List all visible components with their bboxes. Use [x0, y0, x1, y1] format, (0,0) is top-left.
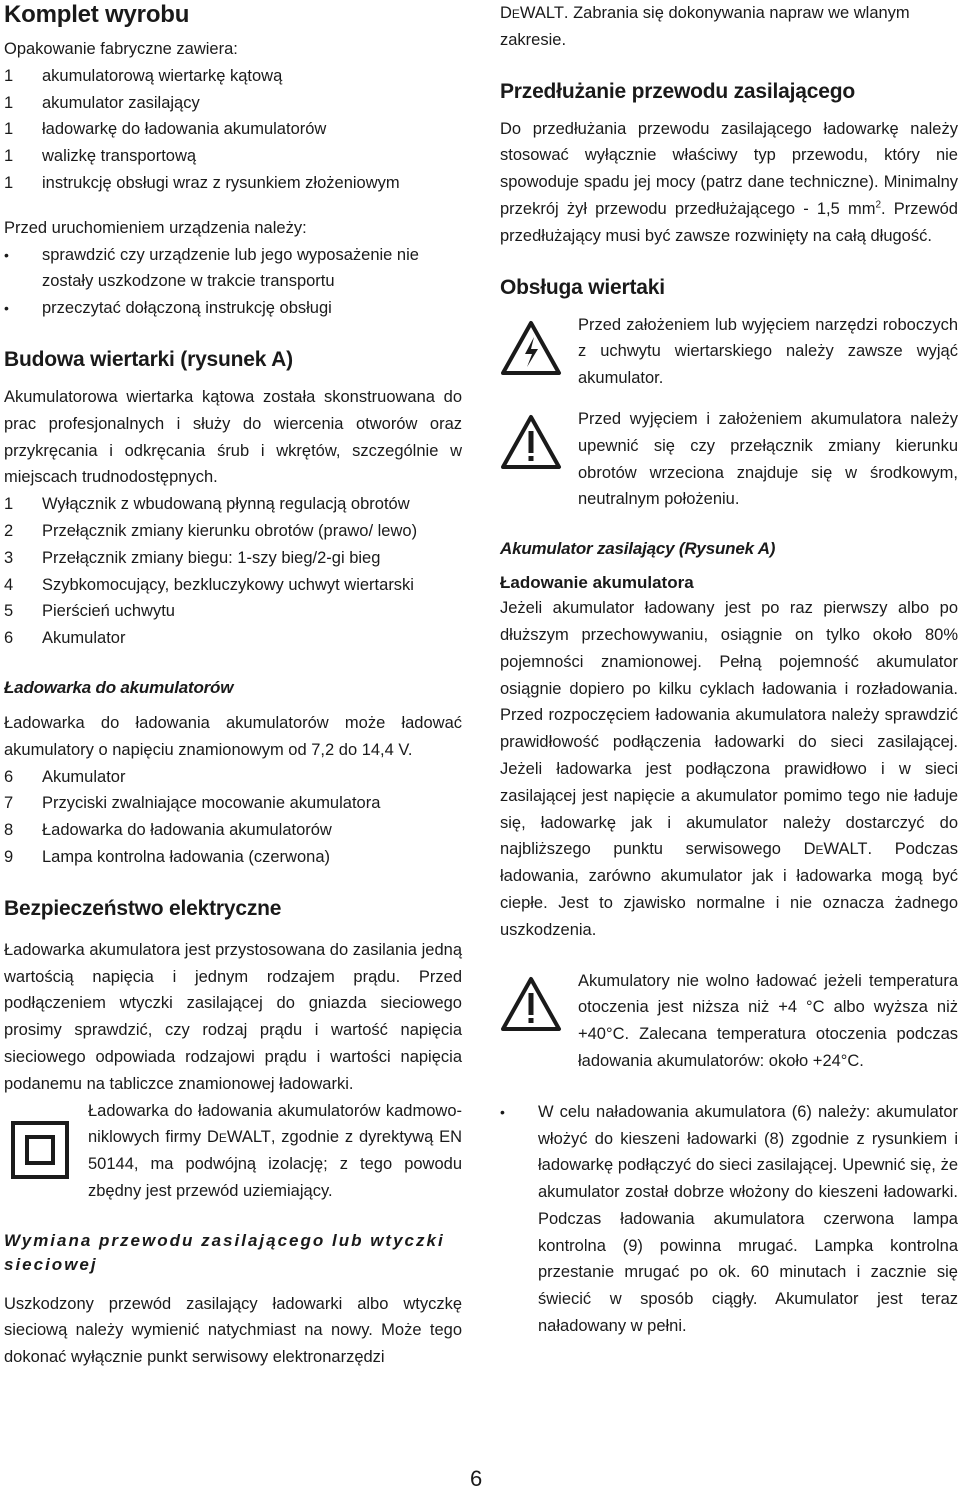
warning-block-battery [500, 406, 958, 513]
wymiana-body: Uszkodzony przewód zasilający ładowarki albo wtyczkę sieciową należy wymienić natychmiast na nowy. Może tego dokonać wyłącznie punkt serwisowy elektronarzędzi [4, 1294, 462, 1367]
warning-text-temperature: Akumulatory nie wolno ładować jeżeli temperatura otoczenia jest niższa niż +4 °C albo wyższa niż +40°C. Zalecana temperatura otoczenia podczas ładowania akumulatorów: około +24°C. [578, 971, 958, 1070]
list-item: 1 akumulator zasilający [4, 93, 200, 112]
general-warning-icon [500, 968, 578, 1037]
ladowarka-list [4, 764, 462, 871]
warning-block-temperature [500, 968, 958, 1075]
budowa-list [4, 491, 462, 652]
ladowanie-body: Jeżeli akumulator ładowany jest po raz pierwszy albo po dłuższym przechowywaniu, osiągnie on tylko około 80% pojemności znamionowej. Pełną pojemność akumulator osiągnie dopiero po kilku cyklach ładowania i rozładowania. Przed rozpoczęciem ładowania akumulatora należy sprawdzić prawidłowość podłączenia ładowarki do sieci zasilającej. Jeżeli ładowarka jest podłączona prawidłowo i w sieci zasilającej jest napięcie a akumulator pomimo tego nie ładuje się, ładowarkę jak i akumulator należy dostarczyć do najbliższego punktu serwisowego DeWALT. Podczas ładowania, zarówno akumulator jak i ładowarka mogą być ciepłe. Jest to zjawisko normalne i nie oznacza żadnego uszkodzenia. [500, 599, 958, 939]
bullet-item: • W celu naładowania akumulatora (6) należy: akumulator włożyć do kieszeni ładowarki (8) zgodnie z rysunkiem i ładowarkę podłączyć do sieci zasilającej. Upewnić się, że akumulator został dobrze włożony do kieszeni ładowarki. Podczas ładowania akumulatora czerwona lampa kontrolna (9) powinna mrugać. Lampka kontrolna przestanie mrugać po ok. 60 minutach i zacznie się świecić w sposób ciągły. Akumulator jest teraz naładowany w pełni. [500, 1102, 958, 1336]
list-item: 2 Przełącznik zmiany kierunku obrotów (prawo/ lewo) [4, 521, 418, 540]
komplet-intro: Opakowanie fabryczne zawiera: [4, 40, 238, 58]
section-title-budowa: Budowa wiertarki (rysunek A) [4, 347, 293, 371]
double-insulation-icon [4, 1098, 88, 1185]
budowa-body: Akumulatorowa wiertarka kątowa została skonstruowana do prac profesjonalnych i służy do wiercenia otworów oraz przykręcania i odkręcania śrub i wkrętów, szczególnie w miejscach trudnodostępnych. [4, 387, 462, 487]
bezpieczenstwo-body: Ładowarka akumulatora jest przystosowana do zasilania jedną wartością napięcia i jednym rodzajem prądu. Przed podłączeniem wtyczki zasilającej do gniazda sieciowego prosimy sprawdzić, czy rodzaj prądu i wartość napięcia sieciowego odpowiada rodzajowi prądu i wartości napięcia podanemu na tabliczce znamionowej ładowarki. [4, 940, 462, 1093]
section-title-przedluzanie: Przedłużanie przewodu zasilającego [500, 79, 855, 103]
section-title-wymiana: Wymiana przewodu zasilającego lub wtyczki sieciowej [4, 1230, 445, 1274]
right-column [500, 0, 958, 1340]
list-item: 1 ładowarkę do ładowania akumulatorów [4, 120, 327, 139]
list-item: 7 Przyciski zwalniające mocowanie akumulatora [4, 794, 381, 813]
general-warning-icon [500, 406, 578, 475]
subtitle-ladowanie: Ładowanie akumulatora [500, 573, 694, 593]
warning-block-tools [500, 312, 958, 392]
electric-shock-warning-icon [500, 312, 578, 381]
double-insulation-note [4, 1098, 462, 1205]
section-title-ladowarka: Ładowarka do akumulatorów [4, 677, 234, 697]
list-item: 1 Wyłącznik z wbudowaną płynną regulacją obrotów [4, 495, 410, 514]
list-item: 3 Przełącznik zmiany biegu: 1-szy bieg/2-gi bieg [4, 548, 381, 567]
list-item: 1 instrukcję obsługi wraz z rysunkiem złożeniowym [4, 173, 400, 192]
komplet-list [4, 63, 462, 197]
bullet-item: • przeczytać dołączoną instrukcję obsługi [4, 299, 332, 318]
bullet-item: • sprawdzić czy urządzenie lub jego wyposażenie nie zostały uszkodzone w trakcie transportu [4, 245, 419, 291]
section-title-obsluga: Obsługa wiertaki [500, 275, 665, 299]
double-insulation-text: Ładowarka do ładowania akumulatorów kadmowo-niklowych firmy DeWALT, zgodnie z dyrektywą EN 50144, ma podwójną izolację; z tego powodu zbędny jest przewód uziemiający. [88, 1101, 463, 1200]
before-start-text: Przed uruchomieniem urządzenia należy: [4, 218, 307, 237]
warning-text-tools: Przed założeniem lub wyjęciem narzędzi roboczych z uchwytu wiertarskiego należy zawsze wyjąć akumulator. [578, 315, 958, 388]
page-number: 6 [470, 1466, 483, 1491]
list-item: 1 walizkę transportową [4, 147, 197, 166]
przedluzanie-body: Do przedłużania przewodu zasilającego ładowarkę należy stosować wyłącznie właściwy typ przewodu, który nie spowoduje spadu jej mocy (patrz dane techniczne). Minimalny przekrój żył przewodu przedłużającego - 1,5 $mm^2$. Przewód przedłużający musi być zawsze rozwinięty na całą długość. [500, 119, 958, 245]
list-item: 9 Lampa kontrolna ładowania (czerwona) [4, 847, 330, 866]
list-item: 4 Szybkomocujący, bezkluczykowy uchwyt wiertarski [4, 575, 414, 594]
left-column [4, 0, 462, 1371]
section-title-komplet: Komplet wyrobu [4, 1, 190, 28]
list-item: 5 Pierścień uchwytu [4, 602, 175, 621]
list-item: 1 akumulatorową wiertarkę kątową [4, 66, 283, 85]
ladowarka-body: Ładowarka do ładowania akumulatorów może ładować akumulatory o napięciu znamionowym od 7,2 do 14,4 V. [4, 713, 462, 759]
continued-text: DeWALT. Zabrania się dokonywania napraw we wlanym zakresie. [500, 4, 910, 49]
list-item: 6 Akumulator [4, 767, 126, 786]
list-item: 8 Ładowarka do ładowania akumulatorów [4, 821, 332, 840]
warning-text-battery: Przed wyjęciem i założeniem akumulatora należy upewnić się czy przełącznik zmiany kierunku obrotów wrzeciona znajduje się w środkowym, neutralnym położeniu. [578, 409, 958, 509]
section-title-akumulator: Akumulator zasilający (Rysunek A) [500, 539, 776, 559]
list-item: 6 Akumulator [4, 629, 126, 648]
section-title-bezpieczenstwo: Bezpieczeństwo elektryczne [4, 896, 282, 920]
